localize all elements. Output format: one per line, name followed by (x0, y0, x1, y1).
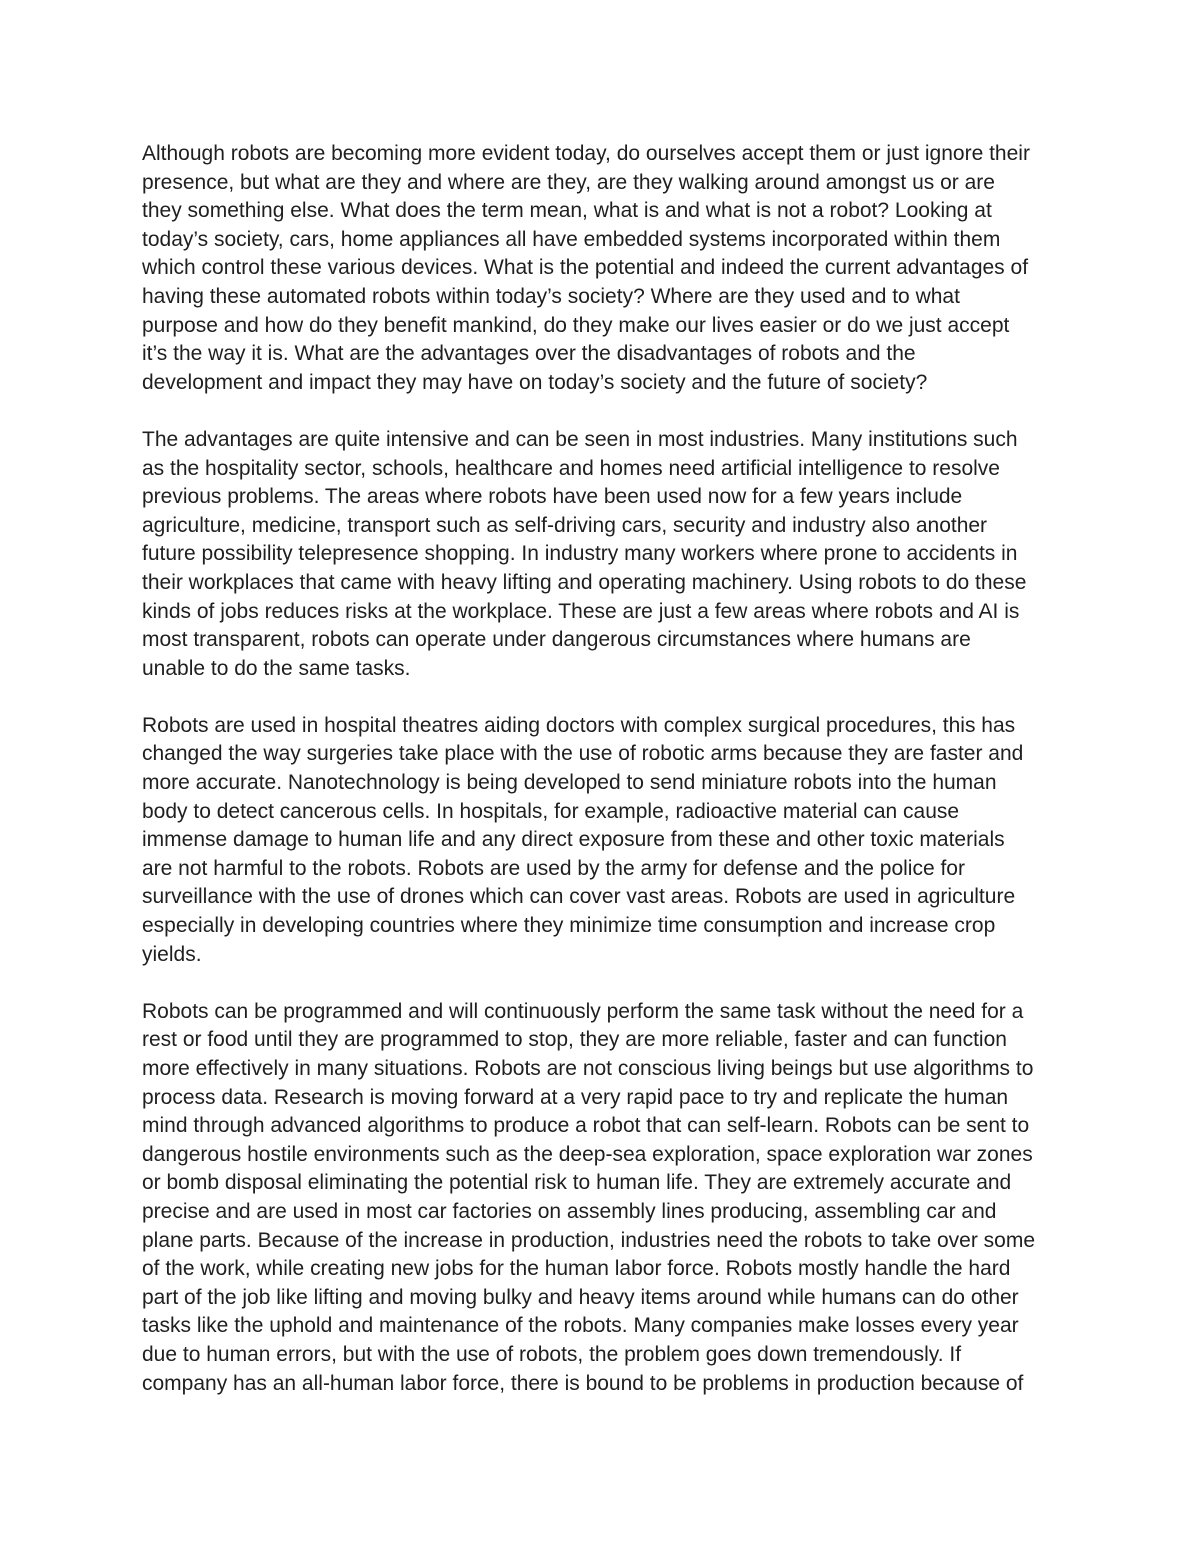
text-line: more accurate. Nanotechnology is being developed to send miniature robots into the human (142, 771, 997, 795)
paragraph-3 (142, 712, 1082, 969)
text-line: having these automated robots within today’s society? Where are they used and to what (142, 284, 960, 308)
text-line: surveillance with the use of drones which can cover vast areas. Robots are used in agriculture (142, 885, 1016, 909)
text-line: presence, but what are they and where are they, are they walking around amongst us or are (142, 170, 995, 194)
text-line: Although robots are becoming more evident today, do ourselves accept them or just ignore their (142, 142, 1030, 165)
text-line: company has an all-human labor force, there is bound to be problems in production because of (142, 1371, 1024, 1395)
text-line: mind through advanced algorithms to produce a robot that can self-learn. Robots can be sent to (142, 1114, 1030, 1138)
text-line: plane parts. Because of the increase in production, industries need the robots to take over some (142, 1228, 1036, 1252)
text-line: as the hospitality sector, schools, healthcare and homes need artificial intelligence to resolve (142, 456, 1000, 480)
text-line: or bomb disposal eliminating the potential risk to human life. They are extremely accurate and (142, 1171, 1012, 1195)
text-line: development and impact they may have on today’s society and the future of society? (142, 370, 928, 394)
paragraph-4 (142, 998, 1082, 1398)
text-line: previous problems. The areas where robots have been used now for a few years include (142, 485, 963, 509)
text-line: agriculture, medicine, transport such as self-driving cars, security and industry also another (142, 513, 988, 537)
text-line: Robots can be programmed and will continuously perform the same task without the need for a (142, 999, 1024, 1023)
text-line: future possibility telepresence shopping. In industry many workers where prone to accidents in (142, 542, 1018, 566)
document-body (142, 140, 1082, 1427)
text-line: rest or food until they are programmed to stop, they are more reliable, faster and can function (142, 1028, 1007, 1052)
text-line: precise and are used in most car factories on assembly lines producing, assembling car and (142, 1199, 997, 1223)
text-line: they something else. What does the term mean, what is and what is not a robot? Looking at (142, 199, 992, 223)
text-line: are not harmful to the robots. Robots are used by the army for defense and the police for (142, 856, 965, 880)
text-line: especially in developing countries where they minimize time consumption and increase crop (142, 914, 996, 938)
text-line: process data. Research is moving forward at a very rapid pace to try and replicate the human (142, 1085, 1009, 1109)
text-line: immense damage to human life and any direct exposure from these and other toxic materials (142, 828, 1005, 852)
text-line: more effectively in many situations. Robots are not conscious living beings but use algorithms to (142, 1057, 1034, 1080)
text-line: most transparent, robots can operate under dangerous circumstances where humans are (142, 628, 971, 652)
text-line: part of the job like lifting and moving bulky and heavy items around while humans can do other (142, 1285, 1019, 1309)
paragraph-1 (142, 140, 1082, 397)
paragraph-2 (142, 426, 1082, 683)
text-line: The advantages are quite intensive and can be seen in most industries. Many institutions such (142, 427, 1018, 451)
text-line: tasks like the uphold and maintenance of the robots. Many companies make losses every year (142, 1314, 1019, 1338)
text-line: of the work, while creating new jobs for the human labor force. Robots mostly handle the hard (142, 1257, 1011, 1281)
text-line: kinds of jobs reduces risks at the workplace. These are just a few areas where robots and AI is (142, 599, 1020, 623)
text-line: yields. (142, 942, 202, 966)
text-line: which control these various devices. What is the potential and indeed the current advantages of (142, 256, 1029, 280)
text-line: it’s the way it is. What are the advantages over the disadvantages of robots and the (142, 342, 916, 366)
text-line: unable to do the same tasks. (142, 656, 411, 680)
text-line: Robots are used in hospital theatres aiding doctors with complex surgical procedures, this has (142, 713, 1016, 737)
text-line: body to detect cancerous cells. In hospitals, for example, radioactive material can cause (142, 799, 960, 823)
text-line: today’s society, cars, home appliances all have embedded systems incorporated within them (142, 227, 1001, 251)
text-line: changed the way surgeries take place with the use of robotic arms because they are faster and (142, 742, 1024, 766)
text-line: dangerous hostile environments such as the deep-sea exploration, space exploration war zones (142, 1142, 1033, 1166)
text-line: purpose and how do they benefit mankind, do they make our lives easier or do we just accept (142, 313, 1010, 337)
text-line: their workplaces that came with heavy lifting and operating machinery. Using robots to do these (142, 570, 1027, 594)
text-line: due to human errors, but with the use of robots, the problem goes down tremendously. If (142, 1342, 962, 1366)
